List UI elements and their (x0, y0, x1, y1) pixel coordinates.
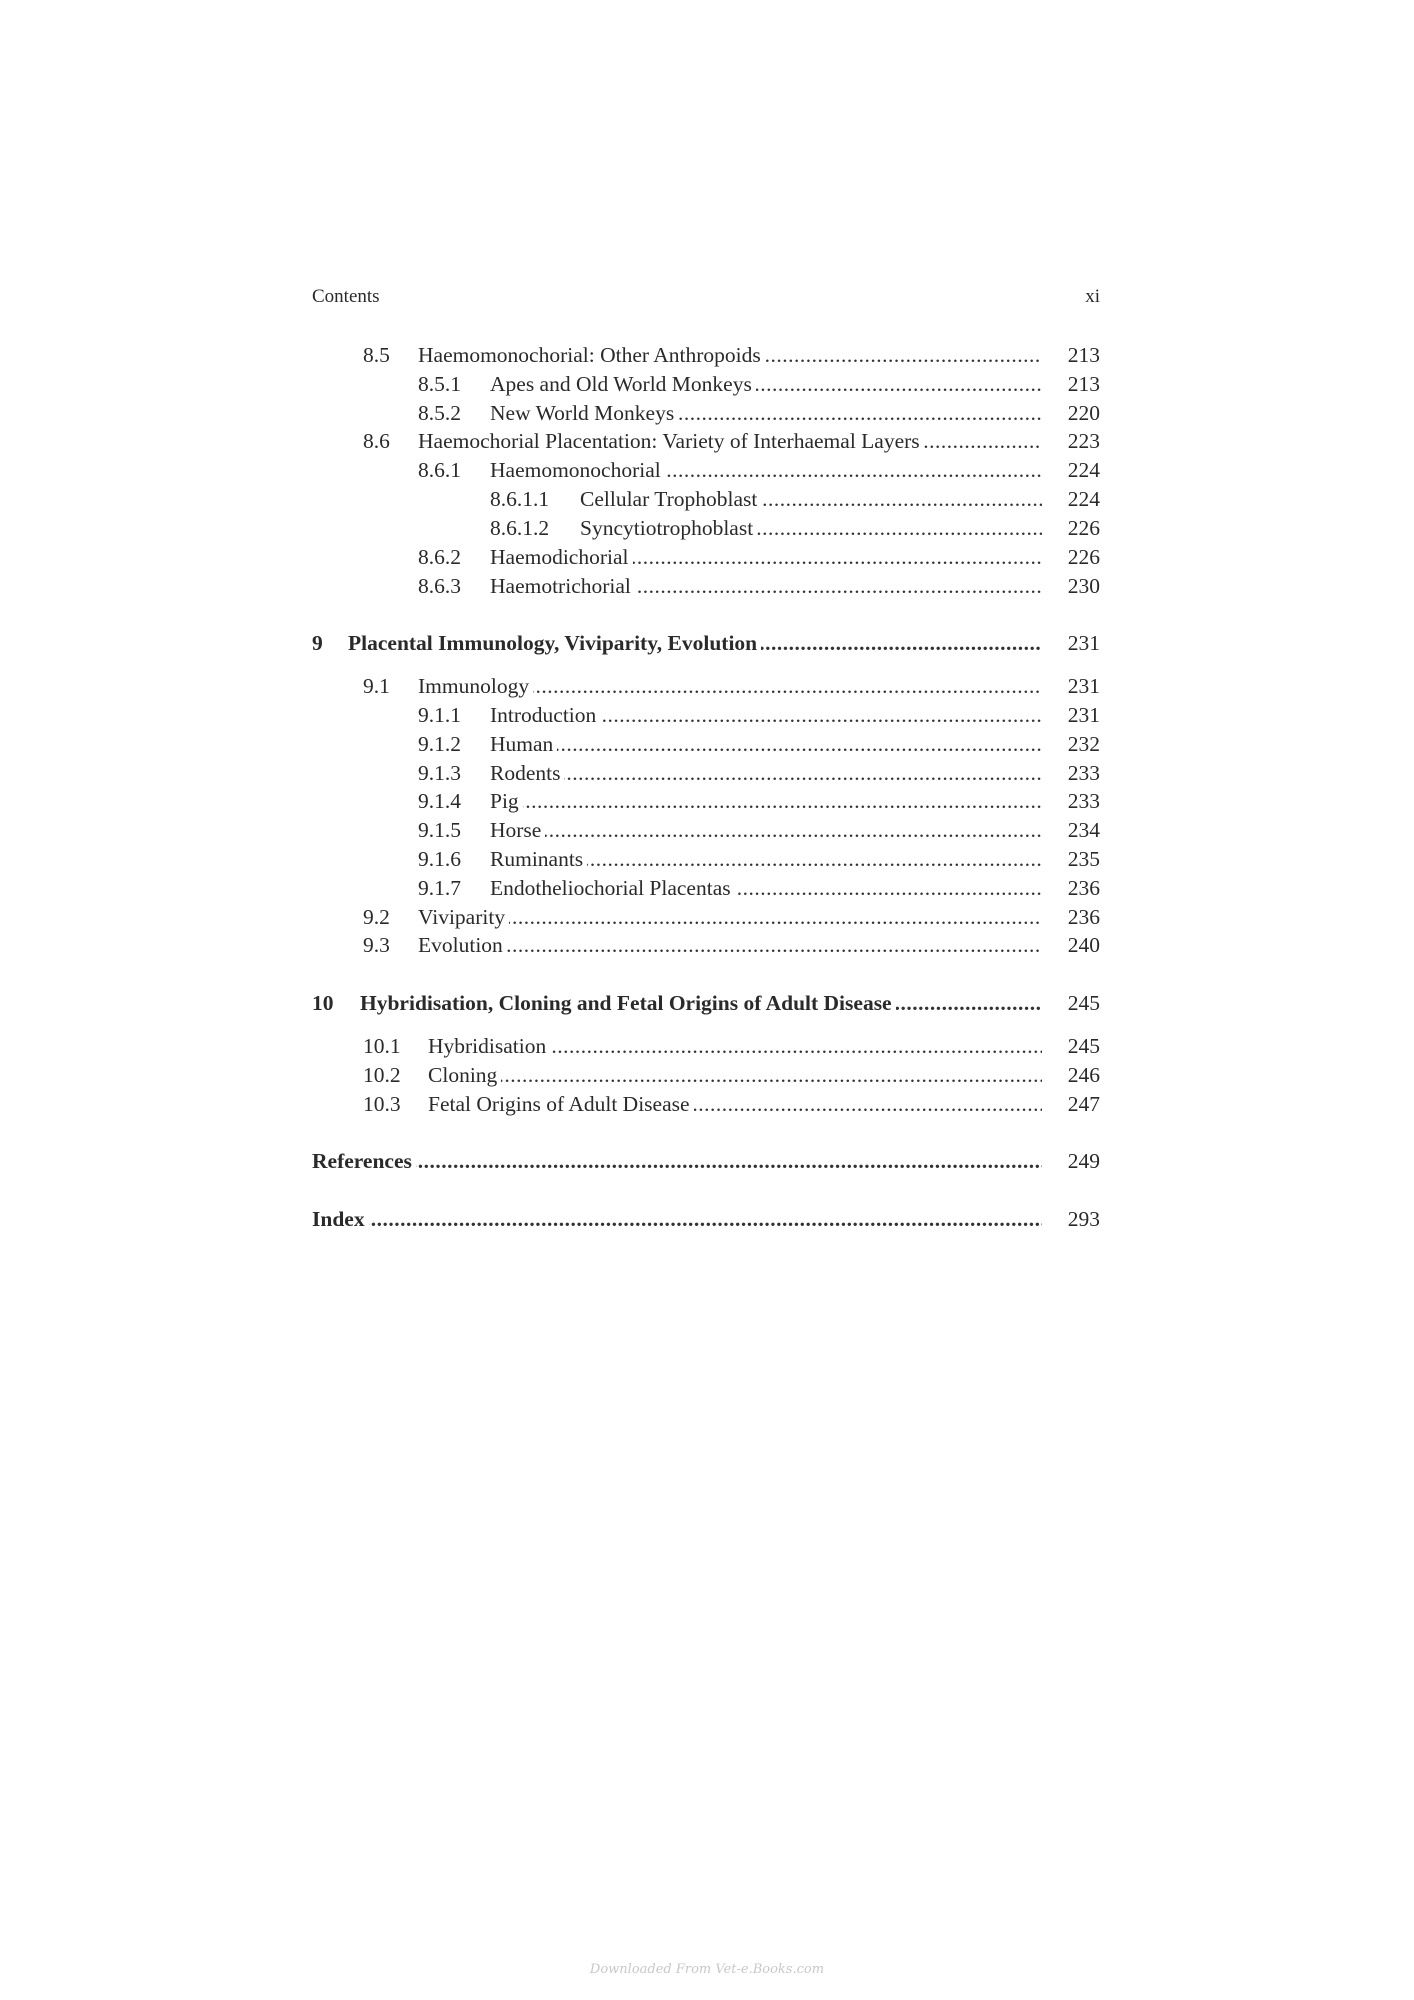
toc-entry-title: Index (312, 1207, 369, 1231)
toc-entry (312, 671, 1100, 701)
toc-entry-leader (490, 786, 1042, 816)
toc-entry-leader (418, 930, 1042, 960)
toc-entry-number: 8.6.3 (418, 574, 461, 598)
toc-entry-number: 8.6.2 (418, 545, 461, 569)
toc-entry-page-number: 236 (1067, 905, 1100, 929)
toc-entry-leader (490, 571, 1042, 601)
toc-entry-leader (418, 902, 1042, 932)
toc-entry-title: Rodents (490, 761, 564, 785)
toc-entry (312, 844, 1100, 874)
toc-entry-leader (490, 455, 1042, 485)
toc-entry-page-number: 293 (1067, 1207, 1100, 1231)
toc-entry-leader (490, 542, 1042, 572)
toc-entry-page-number: 247 (1067, 1092, 1100, 1116)
toc-entry-title: Placental Immunology, Viviparity, Evolution (348, 631, 761, 655)
toc-entry-leader (418, 426, 1042, 456)
toc-entry-page-number: 213 (1067, 343, 1100, 367)
toc-entry-number: 9 (312, 631, 323, 655)
toc-entry-title: Syncytiotrophoblast (580, 516, 757, 540)
toc-entry-title: Haemomonochorial: Other Anthropoids (418, 343, 765, 367)
toc-entry-leader (490, 398, 1042, 428)
toc-entry-page-number: 226 (1067, 516, 1100, 540)
toc-entry-page-number: 223 (1067, 429, 1100, 453)
toc-entry-leader (580, 484, 1042, 514)
toc-entry-title: Viviparity (418, 905, 509, 929)
toc-entry-page-number: 231 (1067, 703, 1100, 727)
running-head-title: Contents (312, 286, 380, 307)
toc-entry (312, 1089, 1100, 1119)
toc-entry (312, 930, 1100, 960)
toc-entry-page-number: 224 (1067, 487, 1100, 511)
toc-entry-number: 9.1.6 (418, 847, 461, 871)
toc-entry-number: 9.1.2 (418, 732, 461, 756)
toc-entry (312, 700, 1100, 730)
toc-entry-leader (580, 513, 1042, 543)
toc-entry-title: Hybridisation, Cloning and Fetal Origins of Adult Disease (360, 991, 896, 1015)
toc-entry-title: Haemochorial Placentation: Variety of Interhaemal Layers (418, 429, 924, 453)
toc-entry-title: Evolution (418, 933, 507, 957)
toc-entry-number: 9.3 (363, 933, 390, 957)
toc-entry-leader (418, 340, 1042, 370)
toc-entry-page-number: 236 (1067, 876, 1100, 900)
toc-entry (312, 398, 1100, 428)
toc-entry-leader (418, 671, 1042, 701)
toc-entry (312, 369, 1100, 399)
toc-entry-title: Immunology (418, 674, 533, 698)
toc-entry (312, 542, 1100, 572)
toc-entry (312, 340, 1100, 370)
toc-entry (312, 1204, 1100, 1234)
toc-entry (312, 455, 1100, 485)
toc-entry-page-number: 234 (1067, 818, 1100, 842)
toc-entry-number: 8.6.1 (418, 458, 461, 482)
toc-entry-page-number: 233 (1067, 789, 1100, 813)
toc-entry-number: 9.1 (363, 674, 390, 698)
toc-entry-title: Haemomonochorial (490, 458, 665, 482)
toc-entry-leader (490, 729, 1042, 759)
toc-entry-number: 8.6.1.1 (490, 487, 550, 511)
toc-entry (312, 1060, 1100, 1090)
toc-entry (312, 873, 1100, 903)
toc-entry (312, 1146, 1100, 1176)
toc-entry-number: 8.6 (363, 429, 390, 453)
toc-entry-leader (490, 369, 1042, 399)
toc-entry-page-number: 240 (1067, 933, 1100, 957)
toc-entry-page-number: 220 (1067, 401, 1100, 425)
toc-entry-leader (490, 873, 1042, 903)
toc-entry-number: 8.6.1.2 (490, 516, 550, 540)
toc-entry-page-number: 233 (1067, 761, 1100, 785)
toc-entry-number: 10.1 (363, 1034, 401, 1058)
toc-entry-number: 9.1.5 (418, 818, 461, 842)
toc-entry-number: 9.1.3 (418, 761, 461, 785)
toc-entry (312, 571, 1100, 601)
toc-entry-leader (428, 1031, 1042, 1061)
running-head-page-number: xi (1085, 286, 1100, 307)
toc-entry-leader (312, 1146, 1042, 1176)
toc-entry-title: Haemodichorial (490, 545, 633, 569)
toc-entry (312, 758, 1100, 788)
toc-entry-number: 8.5.1 (418, 372, 461, 396)
toc-entry-title: Hybridisation (428, 1034, 550, 1058)
toc-entry-title: Cloning (428, 1063, 501, 1087)
toc-entry-leader (490, 815, 1042, 845)
toc-entry-number: 9.1.7 (418, 876, 461, 900)
toc-entry-title: Pig (490, 789, 523, 813)
toc-entry-leader (428, 1089, 1042, 1119)
toc-entry-page-number: 224 (1067, 458, 1100, 482)
toc-entry (312, 513, 1100, 543)
toc-entry-page-number: 249 (1067, 1149, 1100, 1173)
toc-entry (312, 988, 1100, 1018)
toc-entry-leader (490, 844, 1042, 874)
toc-entry-leader (490, 758, 1042, 788)
toc-entry-number: 9.2 (363, 905, 390, 929)
toc-entry-page-number: 226 (1067, 545, 1100, 569)
toc-entry-page-number: 213 (1067, 372, 1100, 396)
toc-entry-number: 9.1.1 (418, 703, 461, 727)
toc-entry-leader (428, 1060, 1042, 1090)
toc-entry-title: Horse (490, 818, 545, 842)
toc-entry-page-number: 235 (1067, 847, 1100, 871)
toc-entry-number: 10.3 (363, 1092, 401, 1116)
toc-entry (312, 628, 1100, 658)
running-head (312, 286, 1100, 312)
download-watermark: Downloaded From Vet-e.Books.com (589, 1962, 825, 1977)
toc-entry-page-number: 230 (1067, 574, 1100, 598)
toc-entry (312, 1031, 1100, 1061)
toc-entry-number: 10 (312, 991, 334, 1015)
toc-entry-title: Haemotrichorial (490, 574, 635, 598)
toc-entry-number: 8.5 (363, 343, 390, 367)
toc-entry-title: Human (490, 732, 557, 756)
toc-entry-leader (360, 988, 1042, 1018)
toc-entry-page-number: 231 (1067, 674, 1100, 698)
toc-entry-leader (312, 1204, 1042, 1234)
toc-entry-title: New World Monkeys (490, 401, 678, 425)
toc-entry-title: Ruminants (490, 847, 587, 871)
toc-entry (312, 729, 1100, 759)
toc-entry-title: References (312, 1149, 416, 1173)
toc-entry-title: Endotheliochorial Placentas (490, 876, 735, 900)
toc-entry-leader (348, 628, 1042, 658)
toc-entry-title: Introduction (490, 703, 600, 727)
toc-entry-page-number: 231 (1067, 631, 1100, 655)
toc-entry (312, 815, 1100, 845)
toc-entry-title: Apes and Old World Monkeys (490, 372, 756, 396)
toc-entry (312, 902, 1100, 932)
toc-entry-number: 9.1.4 (418, 789, 461, 813)
toc-entry-number: 8.5.2 (418, 401, 461, 425)
toc-entry-number: 10.2 (363, 1063, 401, 1087)
toc-entry-page-number: 232 (1067, 732, 1100, 756)
toc-entry-title: Fetal Origins of Adult Disease (428, 1092, 694, 1116)
toc-entry-leader (490, 700, 1042, 730)
toc-entry (312, 426, 1100, 456)
toc-entry-title: Cellular Trophoblast (580, 487, 761, 511)
toc-entry-page-number: 245 (1067, 1034, 1100, 1058)
toc-entry (312, 786, 1100, 816)
toc-entry-page-number: 245 (1067, 991, 1100, 1015)
toc-entry-page-number: 246 (1067, 1063, 1100, 1087)
toc-entry (312, 484, 1100, 514)
